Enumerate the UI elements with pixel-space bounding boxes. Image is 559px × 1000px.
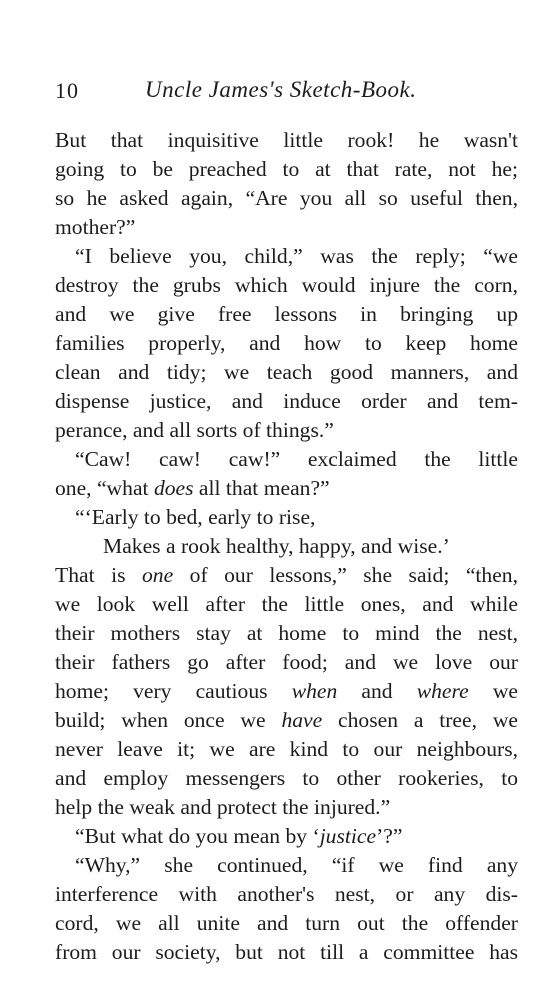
body-text xyxy=(55,126,518,967)
text-line xyxy=(55,909,518,938)
text-run: destroy the grubs which would injure the corn, xyxy=(55,273,518,297)
text-line xyxy=(55,300,518,329)
text-line xyxy=(55,184,518,213)
text-line xyxy=(55,416,518,445)
verse-line xyxy=(55,532,518,561)
text-line xyxy=(55,938,518,967)
text-line xyxy=(55,648,518,677)
italic-word: justice xyxy=(319,824,377,848)
text-run: families properly, and how to keep home xyxy=(55,331,518,355)
running-title: Uncle James's Sketch-Book. xyxy=(145,77,417,102)
text-line xyxy=(55,358,518,387)
page-number: 10 xyxy=(55,78,79,103)
text-line xyxy=(55,706,518,735)
text-run: clean and tidy; we teach good manners, and xyxy=(55,360,518,384)
page-header xyxy=(55,72,518,106)
text-run: we xyxy=(468,679,519,703)
text-run: dispense justice, and induce order and tem- xyxy=(55,389,518,413)
italic-word: have xyxy=(281,708,323,732)
text-line xyxy=(55,242,518,271)
text-run: mother?” xyxy=(55,215,136,239)
text-line xyxy=(55,445,518,474)
text-run: never leave it; we are kind to our neighbours, xyxy=(55,737,518,761)
text-run: one, “what xyxy=(55,476,154,500)
text-run: interference with another's nest, or any dis- xyxy=(55,882,518,906)
text-run: going to be preached to at that rate, not he; xyxy=(55,157,518,181)
verse-line xyxy=(55,503,518,532)
text-line xyxy=(55,155,518,184)
text-line xyxy=(55,764,518,793)
text-run: their fathers go after food; and we love our xyxy=(55,650,518,674)
text-line xyxy=(55,619,518,648)
text-run: “‘Early to bed, early to rise, xyxy=(75,505,316,529)
text-run: home; very cautious xyxy=(55,679,292,703)
text-line xyxy=(55,561,518,590)
text-line xyxy=(55,474,518,503)
text-line xyxy=(55,387,518,416)
text-run: perance, and all sorts of things.” xyxy=(55,418,334,442)
text-line xyxy=(55,590,518,619)
text-run: help the weak and protect the injured.” xyxy=(55,795,391,819)
italic-word: does xyxy=(153,476,194,500)
text-run: so he asked again, “Are you all so useful then, xyxy=(55,186,518,210)
text-run: ’?” xyxy=(376,824,403,848)
text-run: from our society, but not till a committee has xyxy=(55,940,518,964)
text-run: all that mean?” xyxy=(193,476,330,500)
text-run: and employ messengers to other rookeries, to xyxy=(55,766,518,790)
text-line xyxy=(55,213,518,242)
text-line xyxy=(55,822,518,851)
text-run: But that inquisitive little rook! he wasn't xyxy=(55,128,518,152)
text-run: “I believe you, child,” was the reply; “we xyxy=(75,244,518,268)
text-run: “But what do you mean by ‘ xyxy=(75,824,320,848)
text-run: we look well after the little ones, and while xyxy=(55,592,518,616)
italic-word: one xyxy=(141,563,174,587)
text-run: their mothers stay at home to mind the nest, xyxy=(55,621,518,645)
text-run: of our lessons,” she said; “then, xyxy=(173,563,518,587)
text-run: chosen a tree, we xyxy=(322,708,519,732)
text-run: “Caw! caw! caw!” exclaimed the little xyxy=(75,447,518,471)
text-line xyxy=(55,271,518,300)
text-line xyxy=(55,677,518,706)
text-line xyxy=(55,329,518,358)
text-line xyxy=(55,851,518,880)
text-run: and xyxy=(337,679,417,703)
text-run: “Why,” she continued, “if we find any xyxy=(75,853,518,877)
text-run: and we give free lessons in bringing up xyxy=(55,302,518,326)
italic-word: where xyxy=(416,679,469,703)
text-line xyxy=(55,126,518,155)
text-line xyxy=(55,880,518,909)
text-run: Makes a rook healthy, happy, and wise.’ xyxy=(103,534,450,558)
italic-word: when xyxy=(291,679,338,703)
text-line xyxy=(55,735,518,764)
text-run: build; when once we xyxy=(55,708,282,732)
book-page xyxy=(55,72,518,967)
text-line xyxy=(55,793,518,822)
text-run: cord, we all unite and turn out the offender xyxy=(55,911,518,935)
text-run: That is xyxy=(55,563,142,587)
